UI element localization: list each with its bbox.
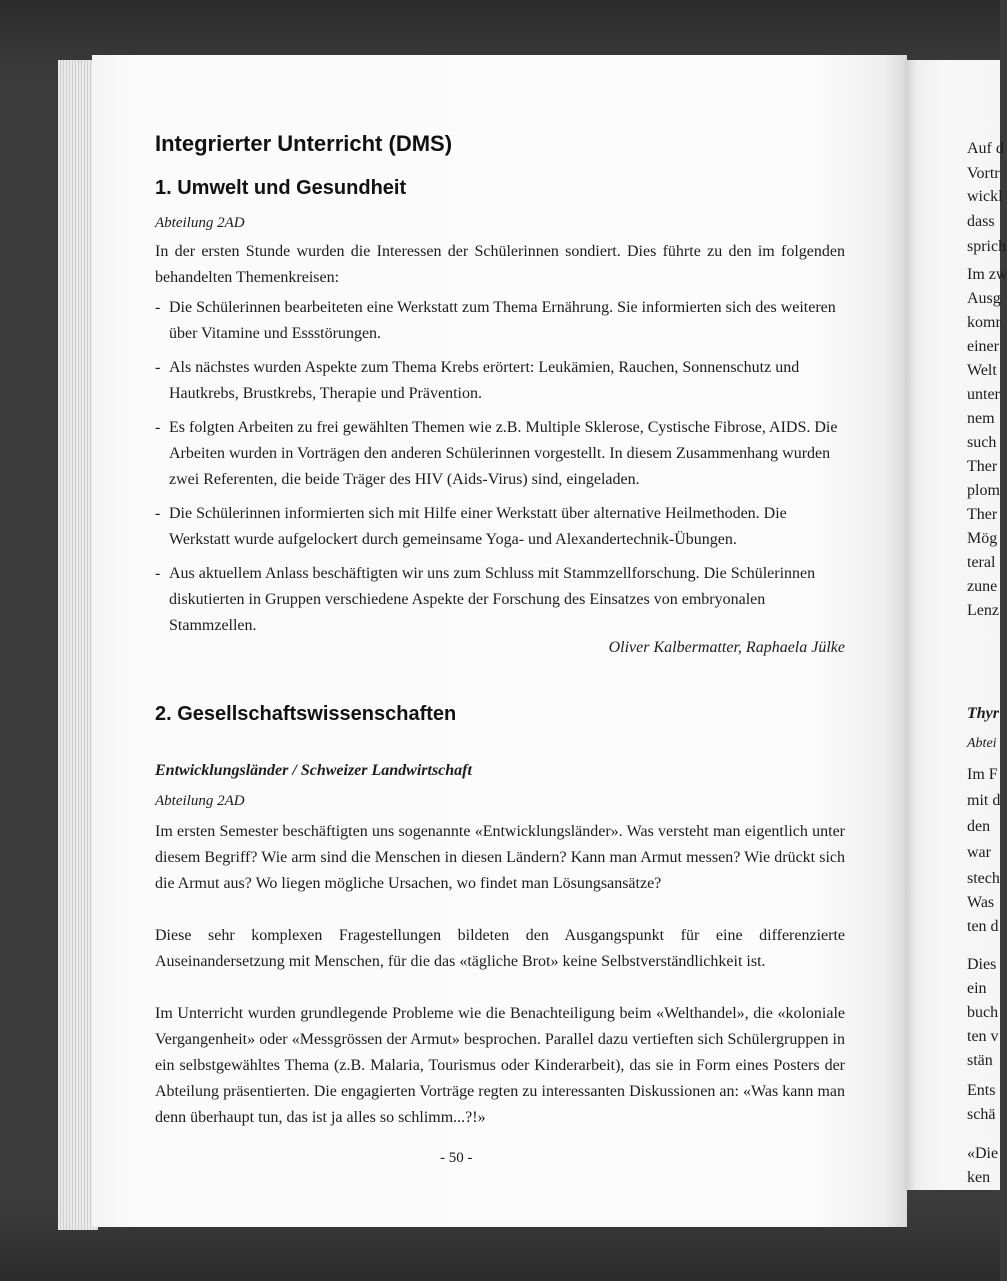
right-page-fragment: Im F — [967, 766, 998, 783]
right-page-fragment: buch — [967, 1004, 999, 1021]
right-page-fragment: dass — [967, 213, 995, 230]
right-page-edge — [905, 60, 1007, 1190]
list-item: - Die Schülerinnen bearbeiteten eine Werkstatt zum Thema Ernährung. Sie informierten sich des weiteren über Vitamine und Essstörungen. — [155, 299, 836, 342]
right-page-fragment: den — [967, 818, 991, 835]
right-page-fragment: nem — [967, 410, 995, 427]
right-page-fragment: einer — [967, 338, 999, 355]
right-page-fragment: Im zw — [967, 266, 1007, 283]
right-page-fragment: Was — [967, 894, 995, 911]
subheading: Entwicklungsländer / Schweizer Landwirtschaft — [155, 762, 472, 779]
right-page-fragment: war — [967, 844, 991, 861]
right-page-fragment: Mög — [967, 530, 998, 547]
right-page-fragment: mit d — [967, 792, 1001, 809]
list-item: - Aus aktuellem Anlass beschäftigten wir uns zum Schluss mit Stammzellforschung. Die Schülerinnen diskutierten in Gruppen verschiedene Aspekte der Forschung des Einsatzes von embryonalen Stammzellen. — [155, 565, 816, 634]
right-page-fragment: ein — [967, 980, 987, 997]
right-page-fragment: schä — [967, 1106, 996, 1123]
right-page-fragment: Ther — [967, 506, 998, 523]
authors: Oliver Kalbermatter, Raphaela Jülke — [608, 639, 845, 656]
right-page-fragment: stech — [967, 870, 1000, 887]
page-number: - 50 - — [440, 1150, 473, 1166]
list-item: - Die Schülerinnen informierten sich mit Hilfe einer Werkstatt über alternative Heilmethoden. Die Werkstatt wurde aufgelockert durch gemeinsame Yoga- und Alexandertechnik-Übungen. — [155, 505, 787, 548]
right-page-fragment: Lenz — [967, 602, 999, 619]
intro-paragraph: In der ersten Stunde wurden die Interessen der Schülerinnen sondiert. Dies führte zu den im folgenden behandelten Themenkreisen: — [155, 243, 845, 286]
paragraph: Im Unterricht wurden grundlegende Probleme wie die Benachteiligung beim «Welthandel», die «koloniale Vergangenheit» oder «Messgrössen der Armut» besprochen. Parallel dazu vertieften sich Schülergruppen in ein selbstgewähltes Thema (z.B. Malaria, Tourismus oder Kinderarbeit), das sie in Form eines Posters der Abteilung präsentierten. Die engagierten Vorträge regten zu interessanten Diskussionen an: «Was kann man denn überhaupt tun, das ist ja alles so schlimm...?!» — [155, 1005, 845, 1126]
right-page-fragment: sprich — [967, 238, 1007, 255]
right-page-fragment: Ther — [967, 458, 998, 475]
section-heading-umwelt: 1. Umwelt und Gesundheit — [155, 177, 407, 199]
right-page-fragment: ten v — [967, 1028, 999, 1045]
right-page-fragment: teral — [967, 554, 996, 571]
abteilung-label: Abteilung 2AD — [155, 793, 245, 809]
page-title: Integrierter Unterricht (DMS) — [155, 131, 453, 156]
right-page-fragment: stän — [967, 1052, 993, 1069]
abteilung-label: Abteilung 2AD — [155, 215, 245, 231]
right-page-fragment: Dies — [967, 956, 997, 973]
list-item: - Es folgten Arbeiten zu frei gewählten Themen wie z.B. Multiple Sklerose, Cystische Fibrose, AIDS. Die Arbeiten wurden in Vorträgen den anderen Schülerinnen vorgestellt. In diesem Zusammenhang wurden zwei Referenten, die beide Träger des HIV (Aids-Virus) sind, eingeladen. — [155, 419, 838, 488]
right-page-fragment: unter — [967, 386, 1000, 403]
right-page-fragment: komr — [967, 314, 1001, 331]
right-page-fragment: zune — [967, 578, 998, 595]
list-item: - Als nächstes wurden Aspekte zum Thema Krebs erörtert: Leukämien, Rauchen, Sonnenschutz und Hautkrebs, Brustkrebs, Therapie und Prävention. — [155, 359, 800, 402]
topic-list — [155, 295, 845, 647]
right-page-fragment: wickl — [967, 188, 1003, 205]
right-page-fragment: Ausg — [967, 290, 1001, 307]
right-page-fragment: ten d — [967, 918, 999, 935]
right-page-fragment: Vortr — [967, 165, 1000, 182]
right-page-fragment: ken — [967, 1169, 991, 1186]
paragraph: Im ersten Semester beschäftigten uns sogenannte «Entwicklungsländer». Was versteht man eigentlich unter diesem Begriff? Wie arm sind die Menschen in diesen Ländern? Kann man Armut messen? Wie drückt sich die Armut aus? Wo liegen mögliche Ursachen, wo findet man Lösungsansätze? — [155, 823, 845, 892]
right-page-fragment: plom — [967, 482, 1000, 499]
section-heading-gesellschaft: 2. Gesellschaftswissenschaften — [155, 703, 457, 725]
right-page-fragment: Ents — [967, 1082, 996, 1099]
right-page-fragment: Welt — [967, 362, 997, 379]
right-page-fragment: Thyr — [967, 705, 999, 722]
right-page-fragment: «Die — [967, 1145, 999, 1162]
paragraph: Diese sehr komplexen Fragestellungen bildeten den Ausgangspunkt für eine differenzierte Auseinandersetzung mit Menschen, für die das «tägliche Brot» keine Selbstverständlichkeit ist. — [155, 927, 845, 970]
right-page-fragment: such — [967, 434, 997, 451]
right-page-fragment: Abtei — [967, 736, 997, 751]
right-page-fragment: Auf d — [967, 140, 1004, 157]
